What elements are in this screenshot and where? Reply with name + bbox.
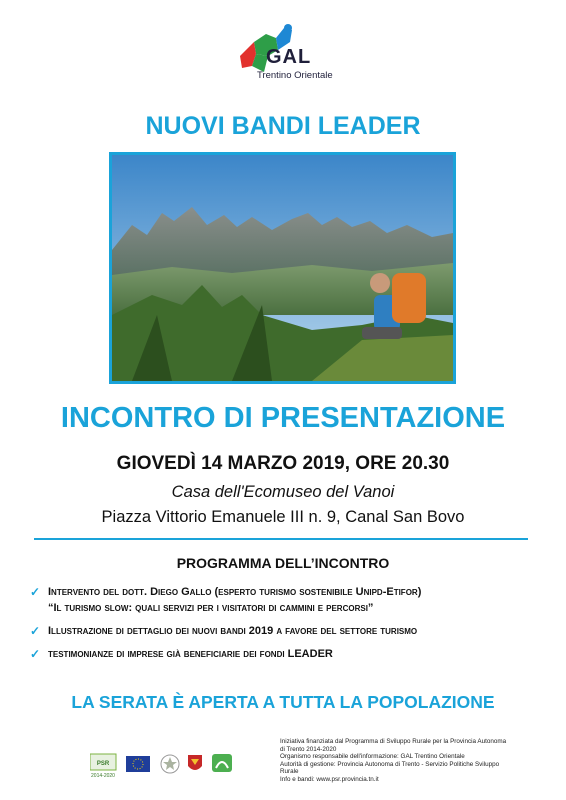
eu-flag-icon <box>126 756 150 772</box>
footer-line: Organismo responsabile dell'informazione: GAL Trentino Orientale <box>280 753 465 761</box>
hiker-photo <box>109 152 456 384</box>
checkmark-icon: ✓ <box>30 647 41 661</box>
event-date: GIOVEDÌ 14 MARZO 2019, ORE 20.30 <box>116 453 450 474</box>
program-list <box>28 585 548 670</box>
footer-line: Info e bandi: www.psr.provincia.tn.it <box>280 775 379 783</box>
divider <box>34 538 528 540</box>
list-item <box>28 647 548 661</box>
trento-coat-icon <box>188 755 202 770</box>
checkmark-icon: ✓ <box>30 624 41 638</box>
italy-emblem-icon <box>161 755 179 773</box>
event-title: INCONTRO DI PRESENTAZIONE <box>60 402 506 434</box>
footer-line: Iniziativa finanziata dal Programma di Sviluppo Rurale per la Provincia Autonoma <box>280 738 507 745</box>
logo-name: GAL <box>266 46 312 68</box>
program-item-text: testimonianze di imprese già beneficiarie dei fondi LEADER <box>48 648 333 660</box>
checkmark-icon: ✓ <box>30 585 41 599</box>
list-item <box>28 624 548 638</box>
program-item-text: Illustrazione di dettaglio dei nuovi bandi 2019 a favore del settore turismo <box>48 625 418 637</box>
logo-subtitle: Trentino Orientale <box>257 70 333 81</box>
psr-label: 2014-2020 <box>91 773 115 779</box>
leader-logo-icon <box>212 754 232 772</box>
footer-line: Rurale <box>280 768 299 776</box>
page-title: NUOVI BANDI LEADER <box>145 112 421 140</box>
mountain-hiker-photo-icon <box>112 155 453 381</box>
funding-logos <box>90 750 270 780</box>
event-venue: Casa dell'Ecomuseo del Vanoi <box>171 483 395 501</box>
program-title: PROGRAMMA DELL’INCONTRO <box>176 555 390 571</box>
program-item-subtext: “Il turismo slow: quali servizi per i visitatori di cammini e percorsi” <box>48 602 374 614</box>
svg-text:PSR: PSR <box>96 761 110 767</box>
event-address: Piazza Vittorio Emanuele III n. 9, Canal San Bovo <box>101 508 465 526</box>
footer-info <box>280 738 550 784</box>
footer-line: Autorità di gestione: Provincia Autonoma di Trento - Servizio Politiche Sviluppo <box>280 760 500 768</box>
list-item <box>28 585 548 615</box>
program-item-text: Intervento del dott. Diego Gallo (esperto turismo sostenibile Unipd-Etifor) <box>48 586 422 598</box>
footer-line: di Trento 2014-2020 <box>280 745 337 753</box>
closing-message: LA SERATA È APERTA A TUTTA LA POPOLAZIONE <box>71 692 495 712</box>
psr-logo-icon <box>90 754 116 779</box>
